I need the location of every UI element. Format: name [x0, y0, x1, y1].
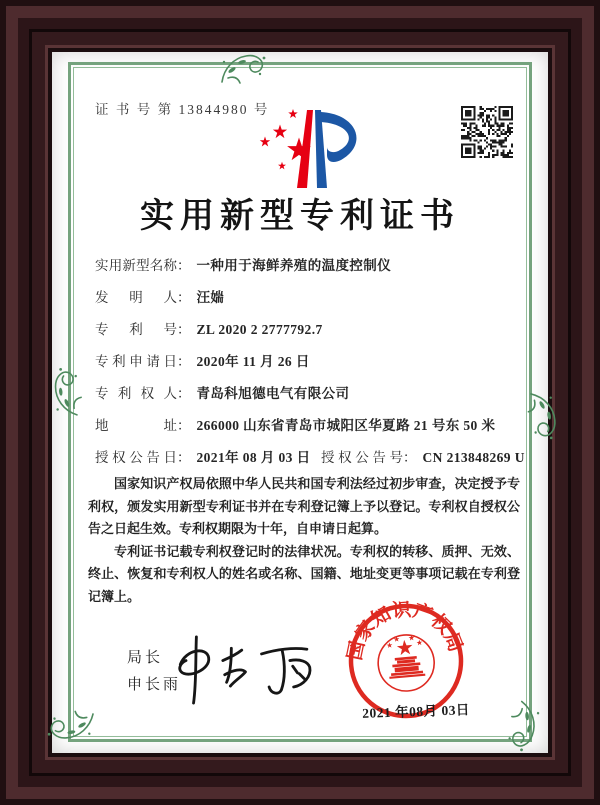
- floral-ornament-icon: [43, 364, 93, 419]
- qr-code-icon: [461, 106, 513, 158]
- cnipa-logo-icon: [237, 100, 367, 192]
- field-value: CN 213848269 U: [422, 450, 525, 465]
- field-row: [95, 250, 515, 282]
- signer-name: 申长雨: [127, 676, 182, 693]
- field-colon: ：: [177, 258, 191, 273]
- signer-title: 局长: [127, 649, 164, 666]
- field-colon: ：: [177, 354, 191, 369]
- legal-body-text: [88, 473, 520, 608]
- field-row: [95, 282, 515, 314]
- field-label: 授权公告号: [321, 450, 403, 465]
- field-row: [95, 314, 515, 346]
- field-value: 2020年 11 月 26 日: [196, 354, 310, 369]
- seal-date: 2021 年08月 03日: [361, 702, 471, 721]
- field-label: 发明人: [95, 290, 177, 305]
- floral-ornament-icon: [519, 391, 565, 442]
- director-signature: [152, 630, 322, 710]
- field-value: 汪媏: [196, 290, 225, 305]
- field-label: 地址: [95, 418, 177, 433]
- field-row: [95, 378, 515, 410]
- field-value: ZL 2020 2 2777792.7: [196, 322, 323, 337]
- field-pair: [321, 442, 525, 474]
- field-row: [95, 442, 525, 474]
- field-row: [95, 346, 515, 378]
- field-colon: ：: [177, 386, 191, 401]
- field-label: 专利申请日: [95, 354, 177, 369]
- certificate-title: 实用新型专利证书: [140, 198, 460, 235]
- field-colon: ：: [177, 418, 191, 433]
- field-value: 2021年 08 月 03 日: [196, 450, 311, 465]
- svg-text:国家知识产权局: [339, 593, 467, 664]
- field-colon: ：: [177, 290, 191, 305]
- certificate-paper: [52, 52, 548, 753]
- legal-paragraph: 专利证书记载专利权登记时的法律状况。专利权的转移、质押、无效、终止、恢复和专利权人的姓名或名称、国籍、地址变更等事项记载在专利登记簿上。: [88, 543, 520, 604]
- seal-arc-text: 国家知识产权局: [344, 599, 466, 663]
- field-value: 266000 山东省青岛市城阳区华夏路 21 号东 50 米: [196, 418, 496, 433]
- field-value: 青岛科旭德电气有限公司: [196, 386, 350, 401]
- field-label: 专利号: [95, 322, 177, 337]
- field-row: [95, 410, 515, 442]
- field-label: 实用新型名称: [95, 258, 177, 273]
- field-value: 一种用于海鲜养殖的温度控制仪: [196, 258, 392, 273]
- floral-ornament-icon: [44, 702, 95, 748]
- national-emblem-icon: [376, 633, 437, 694]
- field-colon: ：: [177, 322, 191, 337]
- floral-ornament-icon: [220, 48, 268, 90]
- field-label: 授权公告日: [95, 450, 177, 465]
- legal-paragraph: 国家知识产权局依照中华人民共和国专利法经过初步审查，决定授予专利权，颁发实用新型专利证书并在专利登记簿上予以登记。专利权自授权公告之日起生效。专利权期限为十年，自申请日起算。: [88, 476, 520, 536]
- field-label: 专利权人: [95, 386, 177, 401]
- certificate-number: 证 书 号 第 13844980 号: [95, 102, 270, 117]
- certificate-fields: [95, 250, 525, 474]
- field-colon: ：: [403, 450, 417, 465]
- field-colon: ：: [177, 450, 191, 465]
